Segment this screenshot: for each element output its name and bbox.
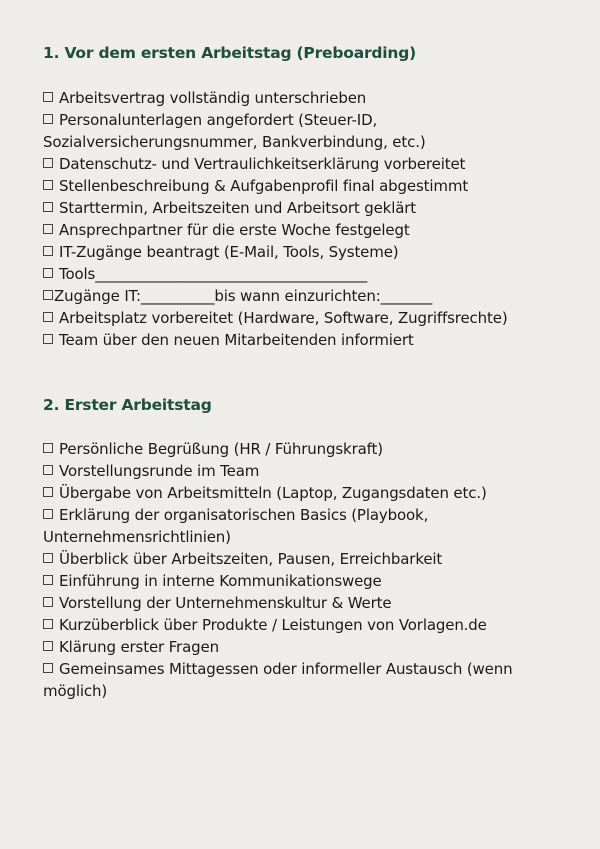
checkbox-icon[interactable] bbox=[43, 290, 53, 300]
checkbox-icon[interactable] bbox=[43, 224, 53, 234]
checklist-item[interactable]: Vorstellung der Unternehmenskultur & Werte bbox=[43, 592, 563, 614]
checklist-item[interactable]: Gemeinsames Mittagessen oder informeller Austausch (wenn möglich) bbox=[43, 660, 513, 700]
checkbox-icon[interactable] bbox=[43, 312, 53, 322]
checklist-item-tools-field[interactable]: Tools_____________________________________ bbox=[43, 263, 563, 285]
checklist-item[interactable]: Kurzüberblick über Produkte / Leistungen von Vorlagen.de bbox=[43, 614, 563, 636]
checklist-item[interactable]: Ansprechpartner für die erste Woche festgelegt bbox=[43, 219, 563, 241]
checkbox-icon[interactable] bbox=[43, 553, 53, 563]
checklist-item[interactable]: Starttermin, Arbeitszeiten und Arbeitsort geklärt bbox=[43, 197, 563, 219]
checklist-item[interactable]: Team über den neuen Mitarbeitenden informiert bbox=[43, 329, 563, 351]
checklist-item[interactable]: IT-Zugänge beantragt (E-Mail, Tools, Systeme) bbox=[43, 241, 563, 263]
checkbox-icon[interactable] bbox=[43, 487, 53, 497]
checkbox-icon[interactable] bbox=[43, 202, 53, 212]
checklist-item[interactable]: Personalunterlagen angefordert (Steuer-ID, Sozialversicherungsnummer, Bankverbindung, etc.) bbox=[43, 111, 426, 151]
checkbox-icon[interactable] bbox=[43, 443, 53, 453]
checkbox-icon[interactable] bbox=[43, 619, 53, 629]
checklist-item[interactable]: Arbeitsvertrag vollständig unterschrieben bbox=[43, 87, 563, 109]
checkbox-icon[interactable] bbox=[43, 641, 53, 651]
checklist-item[interactable]: Erklärung der organisatorischen Basics (Playbook, Unternehmensrichtlinien) bbox=[43, 506, 429, 546]
checkbox-icon[interactable] bbox=[43, 509, 53, 519]
checklist-item[interactable]: Vorstellungsrunde im Team bbox=[43, 460, 563, 482]
checklist-item[interactable]: Persönliche Begrüßung (HR / Führungskraft) bbox=[43, 438, 563, 460]
checklist-item[interactable]: Klärung erster Fragen bbox=[43, 636, 563, 658]
checklist-item[interactable]: Arbeitsplatz vorbereitet (Hardware, Software, Zugriffsrechte) bbox=[43, 307, 563, 329]
checkbox-icon[interactable] bbox=[43, 663, 53, 673]
checkbox-icon[interactable] bbox=[43, 246, 53, 256]
checkbox-icon[interactable] bbox=[43, 92, 53, 102]
checkbox-icon[interactable] bbox=[43, 268, 53, 278]
checklist-item[interactable]: Datenschutz- und Vertraulichkeitserklärung vorbereitet bbox=[43, 153, 563, 175]
section-1-heading: 1. Vor dem ersten Arbeitstag (Preboarding) bbox=[43, 44, 417, 62]
checkbox-icon[interactable] bbox=[43, 465, 53, 475]
checklist-item[interactable]: Stellenbeschreibung & Aufgabenprofil final abgestimmt bbox=[43, 175, 563, 197]
checklist-item[interactable]: Überblick über Arbeitszeiten, Pausen, Erreichbarkeit bbox=[43, 548, 563, 570]
checkbox-icon[interactable] bbox=[43, 180, 53, 190]
checkbox-icon[interactable] bbox=[43, 575, 53, 585]
checkbox-icon[interactable] bbox=[43, 334, 53, 344]
checklist-item[interactable]: Einführung in interne Kommunikationswege bbox=[43, 570, 563, 592]
checklist-item-it-access-field[interactable]: Zugänge IT:__________bis wann einzurichten:_______ bbox=[43, 285, 563, 307]
section-2-heading: 2. Erster Arbeitstag bbox=[43, 396, 212, 414]
section-1-checklist bbox=[43, 87, 563, 351]
checkbox-icon[interactable] bbox=[43, 114, 53, 124]
checkbox-icon[interactable] bbox=[43, 597, 53, 607]
checkbox-icon[interactable] bbox=[43, 158, 53, 168]
checklist-item[interactable]: Übergabe von Arbeitsmitteln (Laptop, Zugangsdaten etc.) bbox=[43, 482, 563, 504]
section-2-checklist bbox=[43, 438, 563, 702]
